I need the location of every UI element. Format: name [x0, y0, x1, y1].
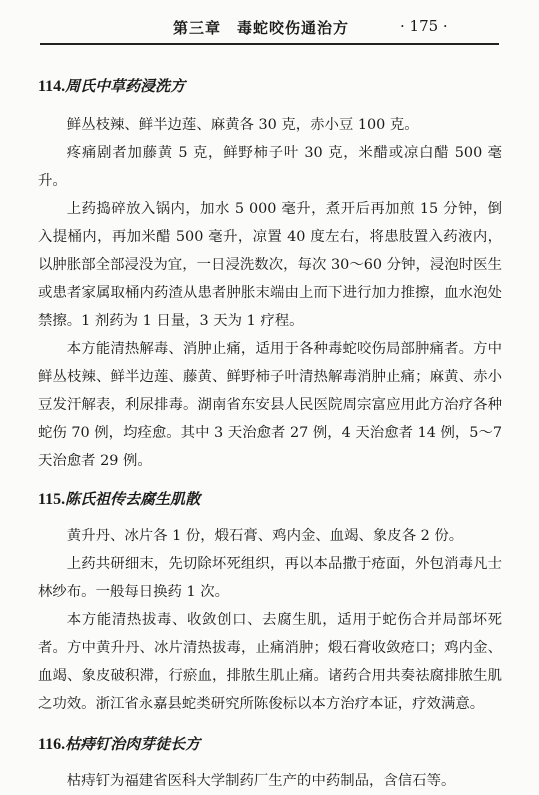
- section-title: 周氏中草药浸洗方: [65, 77, 186, 95]
- section-title: 陈氏祖传去腐生肌散: [65, 490, 201, 508]
- section-number: 114.: [38, 78, 66, 95]
- section-heading-116: [38, 730, 502, 759]
- page-number: · 175 ·: [400, 17, 448, 35]
- paragraph: 本方能清热解毒、消肿止痛，适用于各种毒蛇咬伤局部肿痛者。方中鲜丛枝辣、鲜半边莲、藤黄、鲜野柿子叶清热解毒消肿止痛；麻黄、赤小豆发汗解表，利尿排毒。湖南省东安县人民医院周宗富应用此方治疗各种蛇伤 70 例，均痊愈。其中 3 天治愈者 27 例，4 天治愈者 14 例，5～7 天治愈者 29 例。: [38, 341, 502, 469]
- paragraph: 本方能清热拔毒、收敛创口、去腐生肌，适用于蛇伤合并局部坏死者。方中黄升丹、冰片清热拔毒，止痛消肿；煅石膏收敛疮口；鸡内金、血竭、象皮破积滞，行瘀血，排脓生肌止痛。诸药合用共奏祛腐排脓生肌之功效。浙江省永嘉县蛇类研究所陈俊标以本方治疗本证，疗效满意。: [38, 612, 502, 712]
- paragraph: 上药捣碎放入锅内，加水 5 000 毫升，煮开后再加煎 15 分钟，倒入提桶内，再加米醋 500 毫升，凉置 40 度左右，将患肢置入药液内，以肿胀部全部浸没为宜，一日浸洗数次，每次 30～60 分钟，浸泡时医生或患者家属取桶内药渣从患者肿胀末端由上而下进行加力推擦，血水泡处禁擦。1 剂药为 1 日量，3 天为 1 疗程。: [38, 201, 502, 329]
- section-title: 枯痔钉治肉芽徒长方: [65, 735, 201, 753]
- section-heading-114: [38, 72, 502, 101]
- section-number: 116.: [38, 736, 66, 753]
- chapter-title: 第三章 毒蛇咬伤通治方: [173, 19, 350, 37]
- header-rule: [40, 43, 499, 45]
- paragraph: 疼痛剧者加藤黄 5 克，鲜野柿子叶 30 克，米醋或凉白醋 500 毫升。: [38, 145, 502, 189]
- section-heading-115: [38, 485, 502, 514]
- section-number: 115.: [38, 491, 66, 508]
- paragraph: 鲜丛枝辣、鲜半边莲、麻黄各 30 克，赤小豆 100 克。: [66, 117, 419, 133]
- page-body: [38, 66, 502, 795]
- paragraph: 上药共研细末，先切除坏死组织，再以本品撒于疮面，外包消毒凡士林纱布。一般每日换药 1 次。: [38, 556, 502, 600]
- paragraph: 枯痔钉为福建省医科大学制药厂生产的中药制品，含信石等。: [66, 773, 456, 789]
- paragraph: 黄升丹、冰片各 1 份，煅石膏、鸡内金、血竭、象皮各 2 份。: [66, 528, 464, 544]
- running-header: [0, 0, 539, 48]
